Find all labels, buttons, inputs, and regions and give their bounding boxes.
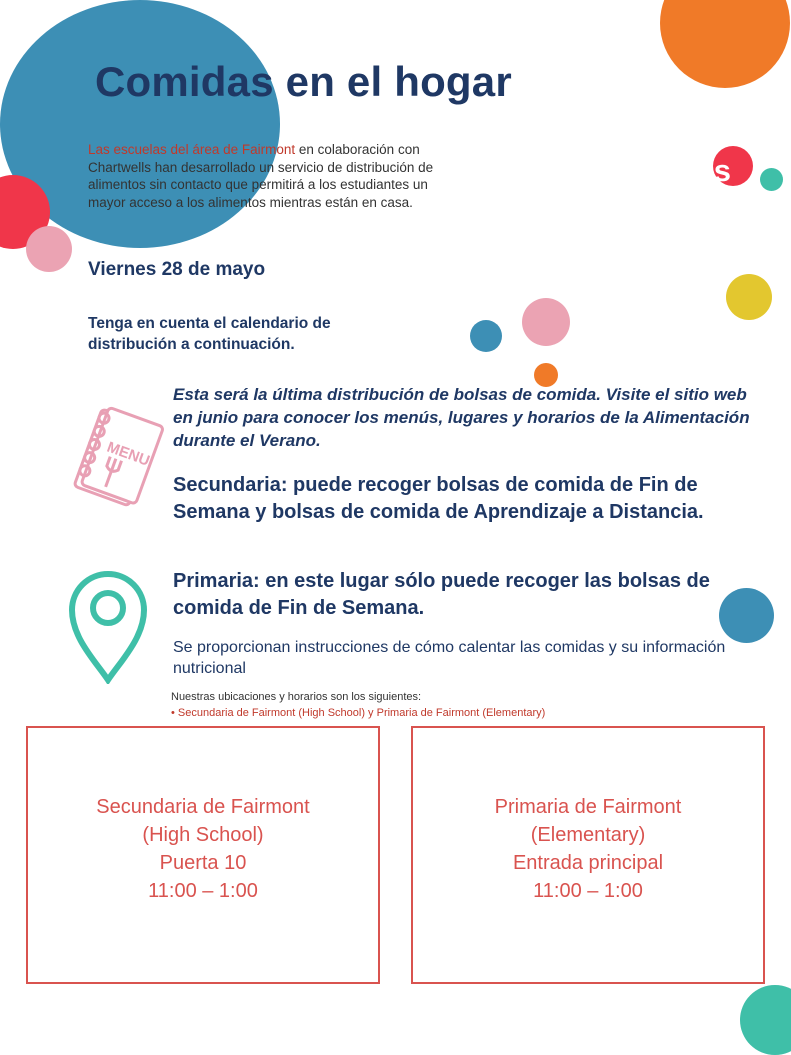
free-meals-text: Comidas GRATIS para todos los niños(as) hasta los 18 años <box>497 114 753 266</box>
elementary-location-box <box>411 726 765 984</box>
heating-instructions-note: Se proporcionan instrucciones de cómo calentar las comidas y su información nutricional <box>173 639 726 677</box>
pink-dot-center <box>522 298 570 346</box>
high-school-time: 11:00 – 1:00 <box>148 880 258 902</box>
high-school-door: Puerta 10 <box>159 852 247 874</box>
locations-intro: Nuestras ubicaciones y horarios son los siguientes: <box>171 691 422 703</box>
primaria-info: Primaria: en este lugar sólo puede recoger las bolsas de comida de Fin de Semana. <box>173 570 710 619</box>
intro-text: en colaboración con Chartwells han desarrollado un servicio de distribución de alimentos sin contacto que permitirá a los estudiantes un mayor acceso a los alimentos mientras están en casa. <box>88 142 434 210</box>
menu-icon-text: MENU <box>104 438 152 470</box>
high-school-name: Secundaria de Fairmont <box>96 796 310 818</box>
elementary-time: 11:00 – 1:00 <box>533 880 643 902</box>
orange-dot-top-right <box>660 0 790 88</box>
teal-dot-bottom <box>740 985 791 1055</box>
locations-bullet: • Secundaria de Fairmont (High School) y Primaria de Fairmont (Elementary) <box>171 707 546 719</box>
elementary-location-text <box>495 793 682 905</box>
location-pin-icon <box>66 566 150 684</box>
high-school-location-box <box>26 726 380 984</box>
blue-dot-small <box>470 320 502 352</box>
last-distribution-notice: Esta será la última distribución de bolsas de comida. Visite el sitio web en junio para conocer los menús, lugares y horarios de la Alimentación durante el Verano. <box>173 385 750 450</box>
secundaria-info: Secundaria: puede recoger bolsas de comida de Fin de Semana y bolsas de comida de Aprendizaje a Distancia. <box>173 474 704 523</box>
intro-highlight: Las escuelas del área de Fairmont <box>88 142 296 157</box>
high-school-subtitle: (High School) <box>142 824 264 846</box>
elementary-name: Primaria de Fairmont <box>494 796 682 818</box>
elementary-subtitle: (Elementary) <box>530 824 646 846</box>
schedule-note: Tenga en cuenta el calendario de distribución a continuación. <box>88 315 331 353</box>
page-title: Comidas en el hogar <box>95 58 512 105</box>
distribution-date: Viernes 28 de mayo <box>88 259 266 280</box>
high-school-location-text <box>96 793 309 905</box>
menu-icon <box>58 402 170 514</box>
intro-paragraph <box>88 141 448 211</box>
pink-dot-left <box>26 226 72 272</box>
elementary-entrance: Entrada principal <box>512 852 664 874</box>
yellow-dot <box>726 274 772 320</box>
